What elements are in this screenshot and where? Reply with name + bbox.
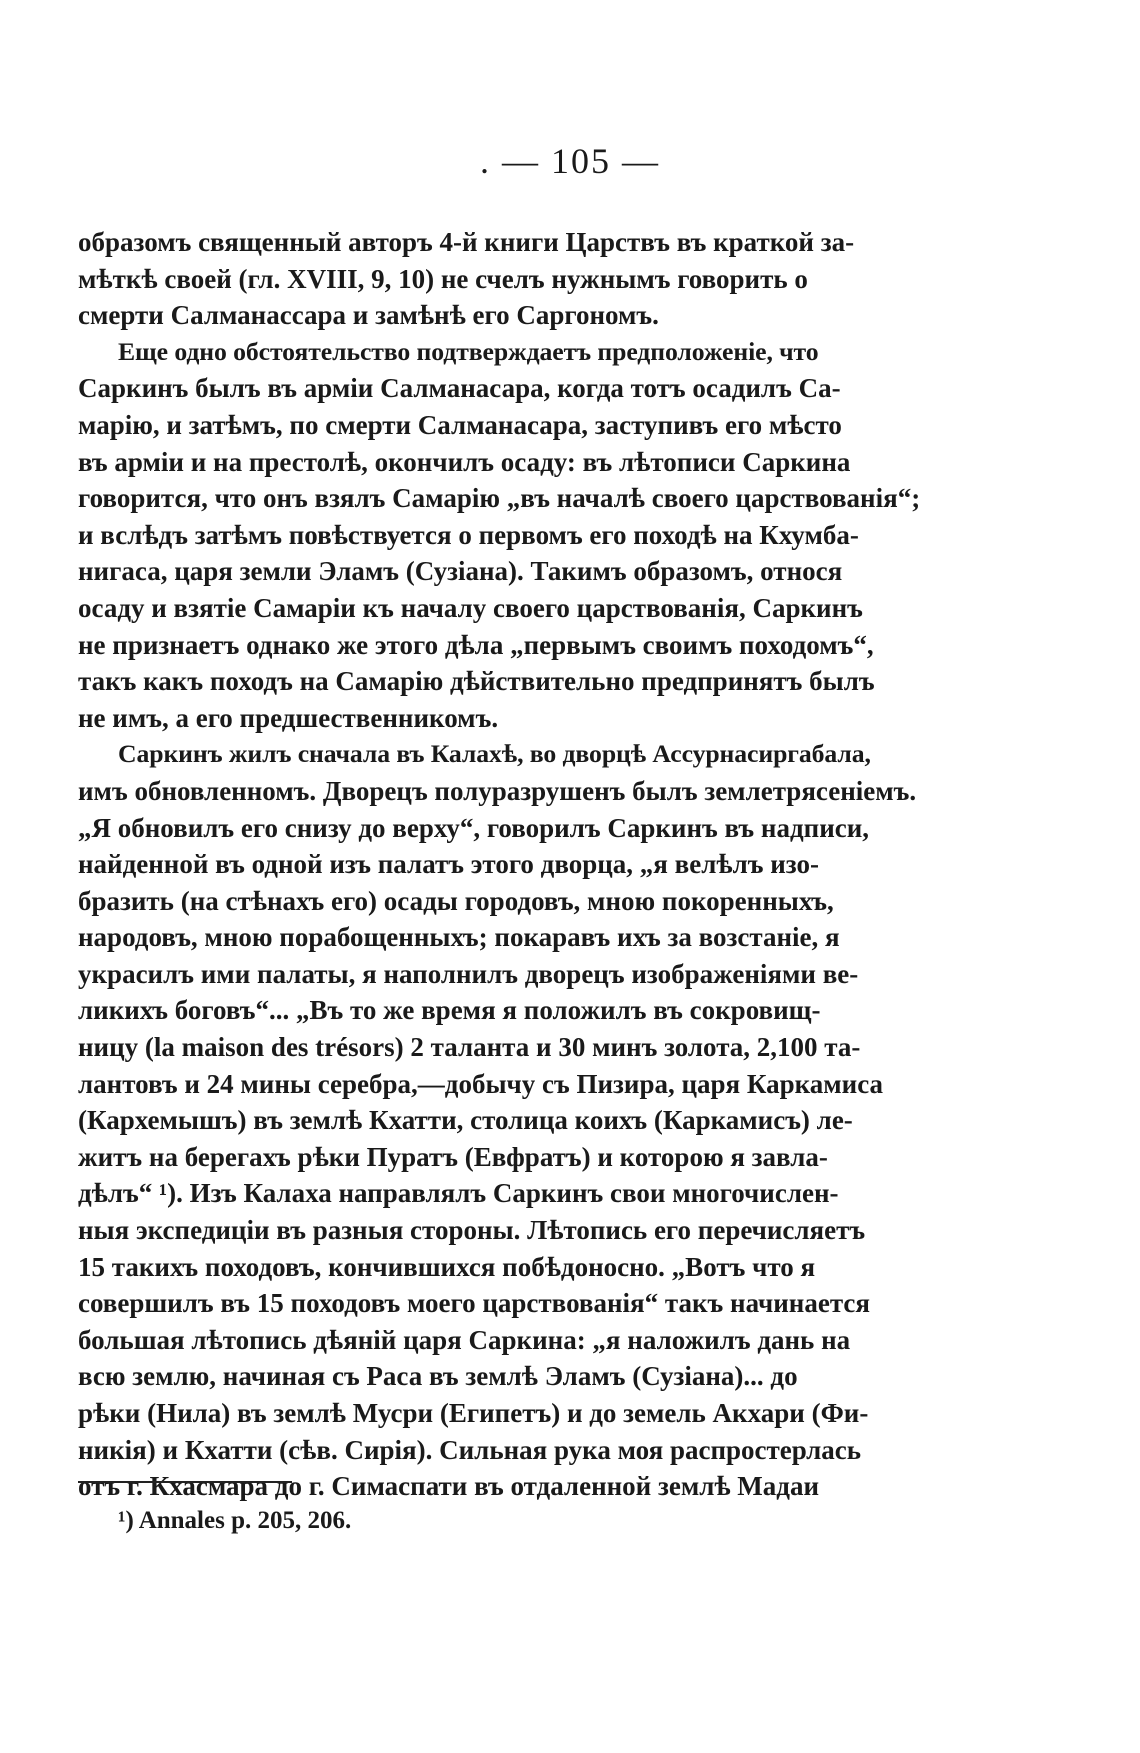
text-line: бразить (на стѣнахъ его) осады городовъ, мною покоренныхъ,	[78, 885, 834, 916]
text-line: Еще одно обстоятельство подтверждаетъ предположеніе, что	[118, 336, 819, 366]
text-line: 15 такихъ походовъ, кончившихся побѣдоносно. „Вотъ что я	[78, 1251, 816, 1282]
text-line: не признаетъ однако же этого дѣла „первымъ своимъ походомъ“,	[78, 629, 874, 660]
text-line: житъ на берегахъ рѣки Пуратъ (Евфратъ) и которою я завла-	[78, 1141, 828, 1172]
footnote-rule	[78, 1481, 292, 1483]
footnote: ¹) Annales p. 205, 206.	[118, 1507, 352, 1534]
body-text	[78, 224, 926, 1505]
text-line: образомъ священный авторъ 4-й книги Царствъ въ краткой за-	[78, 227, 855, 257]
text-line: рѣки (Нила) въ землѣ Мусри (Египетъ) и до земель Акхари (Фи-	[78, 1398, 869, 1428]
page-number: . — 105 —	[480, 141, 660, 181]
text-line: всю землю, начиная съ Раса въ землѣ Эламъ (Сузіана)... до	[78, 1361, 798, 1392]
text-line: не имъ, а его предшественникомъ.	[78, 702, 499, 733]
text-line: украсилъ ими палаты, я наполнилъ дворецъ изображеніями ве-	[78, 958, 859, 989]
text-line: „Я обновилъ его снизу до верху“, говорилъ Саркинъ въ надписи,	[78, 812, 870, 843]
text-line: ликихъ боговъ“... „Въ то же время я положилъ въ сокровищ-	[78, 995, 821, 1026]
text-line: отъ г. Кхасмара до г. Симаспати въ отдаленной землѣ Мадаи	[78, 1471, 820, 1502]
text-line: и вслѣдъ затѣмъ повѣствуется о первомъ его походѣ на Кхумба-	[78, 519, 859, 550]
text-line: ницу (la maison des trésors) 2 таланта и 30 минъ золота, 2,100 та-	[78, 1032, 861, 1063]
text-line: ныя экспедиціи въ разныя стороны. Лѣтопись его перечисляетъ	[78, 1215, 866, 1246]
text-line: народовъ, мною порабощенныхъ; покаравъ ихъ за возстаніе, я	[78, 922, 840, 953]
text-line: Саркинъ былъ въ арміи Салманасара, когда тотъ осадилъ Са-	[78, 373, 841, 404]
text-line: мѣткѣ своей (гл. XVIII, 9, 10) не счелъ нужнымъ говорить о	[78, 263, 808, 294]
text-line: большая лѣтопись дѣяній царя Саркина: „я наложилъ дань на	[78, 1324, 851, 1355]
text-line: лантовъ и 24 мины серебра,—добычу съ Пизира, царя Каркамиса	[78, 1068, 884, 1099]
text-line: такъ какъ походъ на Самарію дѣйствительно предпринятъ былъ	[78, 666, 875, 697]
text-line: Саркинъ жилъ сначала въ Калахѣ, во дворцѣ Ассурнасиргабала,	[118, 739, 871, 769]
text-line: найденной въ одной изъ палатъ этого дворца, „я велѣлъ изо-	[78, 849, 819, 880]
text-line: нигаса, царя земли Эламъ (Сузіана). Такимъ образомъ, относя	[78, 556, 843, 587]
text-line: въ арміи и на престолѣ, окончилъ осаду: въ лѣтописи Саркина	[78, 446, 851, 477]
text-line: дѣлъ“ ¹). Изъ Калаха направлялъ Саркинъ свои многочислен-	[78, 1178, 839, 1209]
text-line: (Кархемышъ) въ землѣ Кхатти, столица коихъ (Каркамисъ) ле-	[78, 1105, 853, 1136]
text-line: осаду и взятіе Самаріи къ началу своего царствованія, Саркинъ	[78, 592, 863, 623]
text-line: смерти Салманассара и замѣнѣ его Саргономъ.	[78, 300, 659, 331]
text-line: имъ обновленномъ. Дворецъ полуразрушенъ былъ землетрясеніемъ.	[78, 775, 917, 806]
text-line: говорится, что онъ взялъ Самарію „въ началѣ своего царствованія“;	[78, 483, 921, 514]
text-line: никія) и Кхатти (сѣв. Сирія). Сильная рука моя распростерлась	[78, 1434, 861, 1465]
text-line: марію, и затѣмъ, по смерти Салманасара, заступивъ его мѣсто	[78, 409, 842, 440]
text-line: совершилъ въ 15 походовъ моего царствованія“ такъ начинается	[78, 1288, 871, 1319]
